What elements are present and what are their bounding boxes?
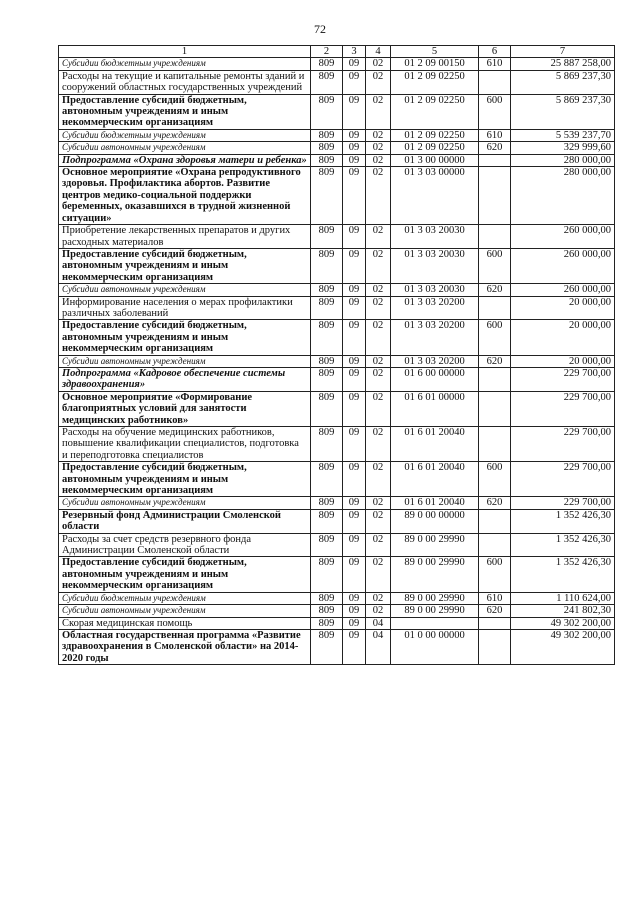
subsection-code-cell: 02: [366, 142, 391, 154]
amount-cell: 5 869 237,30: [511, 70, 615, 94]
target-article-cell: 01 3 03 20030: [391, 248, 479, 283]
table-row: [59, 355, 615, 367]
target-article-cell: 01 6 01 20040: [391, 497, 479, 509]
column-header: 4: [366, 46, 391, 58]
target-article-cell: 89 0 00 00000: [391, 509, 479, 533]
agency-code-cell: 809: [311, 225, 343, 249]
amount-cell: 229 700,00: [511, 427, 615, 462]
section-code-cell: 09: [343, 225, 366, 249]
target-article-cell: 01 2 09 02250: [391, 142, 479, 154]
expenditure-type-cell: 620: [479, 142, 511, 154]
amount-cell: 1 110 624,00: [511, 592, 615, 604]
section-code-cell: 09: [343, 167, 366, 225]
subsection-code-cell: 02: [366, 355, 391, 367]
amount-cell: 280 000,00: [511, 167, 615, 225]
subsection-code-cell: 02: [366, 605, 391, 617]
row-name-cell: Основное мероприятие «Охрана репродуктивного здоровья. Профилактика абортов. Развитие центров медико-социальной поддержки беременных, оказавшихся в трудной жизненной ситуации»: [59, 167, 311, 225]
target-article-cell: 01 2 09 02250: [391, 94, 479, 129]
row-name-cell: Субсидии автономным учреждениям: [59, 284, 311, 296]
amount-cell: 20 000,00: [511, 355, 615, 367]
target-article-cell: 01 3 03 00000: [391, 167, 479, 225]
amount-cell: 49 302 200,00: [511, 617, 615, 629]
subsection-code-cell: 02: [366, 533, 391, 557]
row-name-cell: Субсидии автономным учреждениям: [59, 497, 311, 509]
agency-code-cell: 809: [311, 617, 343, 629]
section-code-cell: 09: [343, 320, 366, 355]
budget-table: [58, 45, 615, 665]
table-row: [59, 248, 615, 283]
table-header-row: [59, 46, 615, 58]
table-row: [59, 557, 615, 592]
row-name-cell: Приобретение лекарственных препаратов и других расходных материалов: [59, 225, 311, 249]
agency-code-cell: 809: [311, 629, 343, 664]
expenditure-type-cell: [479, 427, 511, 462]
amount-cell: 49 302 200,00: [511, 629, 615, 664]
table-row: [59, 225, 615, 249]
table-row: [59, 70, 615, 94]
table-body: [59, 58, 615, 665]
row-name-cell: Субсидии автономным учреждениям: [59, 605, 311, 617]
subsection-code-cell: 02: [366, 284, 391, 296]
target-article-cell: 01 6 01 20040: [391, 427, 479, 462]
target-article-cell: 01 0 00 00000: [391, 629, 479, 664]
expenditure-type-cell: [479, 391, 511, 426]
table-row: [59, 94, 615, 129]
target-article-cell: 01 6 00 00000: [391, 367, 479, 391]
subsection-code-cell: 02: [366, 320, 391, 355]
subsection-code-cell: 02: [366, 296, 391, 320]
row-name-cell: Субсидии бюджетным учреждениям: [59, 592, 311, 604]
amount-cell: 229 700,00: [511, 462, 615, 497]
row-name-cell: Субсидии автономным учреждениям: [59, 142, 311, 154]
table-row: [59, 142, 615, 154]
target-article-cell: 01 3 03 20030: [391, 225, 479, 249]
table-row: [59, 391, 615, 426]
amount-cell: 241 802,30: [511, 605, 615, 617]
subsection-code-cell: 02: [366, 509, 391, 533]
column-header: 2: [311, 46, 343, 58]
amount-cell: 25 887 258,00: [511, 58, 615, 70]
subsection-code-cell: 02: [366, 58, 391, 70]
table-row: [59, 592, 615, 604]
section-code-cell: 09: [343, 94, 366, 129]
row-name-cell: Расходы на текущие и капитальные ремонты зданий и сооружений областных государственных учреждений: [59, 70, 311, 94]
table-row: [59, 462, 615, 497]
agency-code-cell: 809: [311, 509, 343, 533]
column-header: 6: [479, 46, 511, 58]
target-article-cell: 01 3 03 20030: [391, 284, 479, 296]
target-article-cell: 01 3 00 00000: [391, 154, 479, 166]
subsection-code-cell: 02: [366, 225, 391, 249]
row-name-cell: Областная государственная программа «Развитие здравоохранения в Смоленской области» на 2014-2020 годы: [59, 629, 311, 664]
expenditure-type-cell: [479, 509, 511, 533]
row-name-cell: Подпрограмма «Кадровое обеспечение системы здравоохранения»: [59, 367, 311, 391]
amount-cell: 1 352 426,30: [511, 557, 615, 592]
table-row: [59, 154, 615, 166]
target-article-cell: 01 2 09 02250: [391, 129, 479, 141]
row-name-cell: Предоставление субсидий бюджетным, автономным учреждениям и иным некоммерческим организациям: [59, 462, 311, 497]
row-name-cell: Подпрограмма «Охрана здоровья матери и ребенка»: [59, 154, 311, 166]
expenditure-type-cell: 600: [479, 94, 511, 129]
amount-cell: 20 000,00: [511, 320, 615, 355]
agency-code-cell: 809: [311, 129, 343, 141]
subsection-code-cell: 02: [366, 248, 391, 283]
section-code-cell: 09: [343, 154, 366, 166]
target-article-cell: 01 2 09 02250: [391, 70, 479, 94]
agency-code-cell: 809: [311, 296, 343, 320]
agency-code-cell: 809: [311, 320, 343, 355]
section-code-cell: 09: [343, 533, 366, 557]
target-article-cell: 89 0 00 29990: [391, 557, 479, 592]
section-code-cell: 09: [343, 355, 366, 367]
table-row: [59, 617, 615, 629]
expenditure-type-cell: [479, 225, 511, 249]
table-row: [59, 167, 615, 225]
section-code-cell: 09: [343, 296, 366, 320]
expenditure-type-cell: 610: [479, 58, 511, 70]
expenditure-type-cell: 600: [479, 462, 511, 497]
section-code-cell: 09: [343, 629, 366, 664]
target-article-cell: 89 0 00 29990: [391, 605, 479, 617]
table-row: [59, 296, 615, 320]
table-row: [59, 320, 615, 355]
table-row: [59, 129, 615, 141]
section-code-cell: 09: [343, 557, 366, 592]
row-name-cell: Резервный фонд Администрации Смоленской области: [59, 509, 311, 533]
subsection-code-cell: 02: [366, 154, 391, 166]
target-article-cell: 89 0 00 29990: [391, 592, 479, 604]
subsection-code-cell: 02: [366, 167, 391, 225]
expenditure-type-cell: 600: [479, 320, 511, 355]
agency-code-cell: 809: [311, 557, 343, 592]
agency-code-cell: 809: [311, 605, 343, 617]
table-row: [59, 629, 615, 664]
table-row: [59, 367, 615, 391]
expenditure-type-cell: 610: [479, 592, 511, 604]
amount-cell: 280 000,00: [511, 154, 615, 166]
amount-cell: 1 352 426,30: [511, 533, 615, 557]
amount-cell: 329 999,60: [511, 142, 615, 154]
amount-cell: 20 000,00: [511, 296, 615, 320]
section-code-cell: 09: [343, 284, 366, 296]
agency-code-cell: 809: [311, 142, 343, 154]
amount-cell: 260 000,00: [511, 225, 615, 249]
subsection-code-cell: 02: [366, 427, 391, 462]
agency-code-cell: 809: [311, 167, 343, 225]
amount-cell: 1 352 426,30: [511, 509, 615, 533]
agency-code-cell: 809: [311, 367, 343, 391]
section-code-cell: 09: [343, 129, 366, 141]
subsection-code-cell: 02: [366, 391, 391, 426]
subsection-code-cell: 02: [366, 94, 391, 129]
expenditure-type-cell: 600: [479, 248, 511, 283]
page-number: 72: [314, 22, 326, 36]
target-article-cell: 01 3 03 20200: [391, 320, 479, 355]
agency-code-cell: 809: [311, 355, 343, 367]
subsection-code-cell: 04: [366, 617, 391, 629]
column-header: 5: [391, 46, 479, 58]
row-name-cell: Основное мероприятие «Формирование благоприятных условий для занятости медицинских работников»: [59, 391, 311, 426]
section-code-cell: 09: [343, 617, 366, 629]
section-code-cell: 09: [343, 70, 366, 94]
amount-cell: 260 000,00: [511, 248, 615, 283]
row-name-cell: Субсидии бюджетным учреждениям: [59, 58, 311, 70]
target-article-cell: [391, 617, 479, 629]
subsection-code-cell: 02: [366, 367, 391, 391]
amount-cell: 229 700,00: [511, 497, 615, 509]
expenditure-type-cell: 610: [479, 129, 511, 141]
row-name-cell: Предоставление субсидий бюджетным, автономным учреждениям и иным некоммерческим организациям: [59, 320, 311, 355]
target-article-cell: 01 2 09 00150: [391, 58, 479, 70]
table-row: [59, 427, 615, 462]
section-code-cell: 09: [343, 592, 366, 604]
target-article-cell: 01 3 03 20200: [391, 296, 479, 320]
amount-cell: 5 869 237,30: [511, 94, 615, 129]
table-row: [59, 497, 615, 509]
row-name-cell: Предоставление субсидий бюджетным, автономным учреждениям и иным некоммерческим организациям: [59, 557, 311, 592]
expenditure-type-cell: 620: [479, 497, 511, 509]
row-name-cell: Субсидии автономным учреждениям: [59, 355, 311, 367]
row-name-cell: Предоставление субсидий бюджетным, автономным учреждениям и иным некоммерческим организациям: [59, 248, 311, 283]
agency-code-cell: 809: [311, 427, 343, 462]
row-name-cell: Скорая медицинская помощь: [59, 617, 311, 629]
agency-code-cell: 809: [311, 154, 343, 166]
agency-code-cell: 809: [311, 94, 343, 129]
column-header: 1: [59, 46, 311, 58]
expenditure-type-cell: [479, 533, 511, 557]
expenditure-type-cell: [479, 617, 511, 629]
expenditure-type-cell: [479, 70, 511, 94]
agency-code-cell: 809: [311, 462, 343, 497]
section-code-cell: 09: [343, 367, 366, 391]
table-row: [59, 58, 615, 70]
section-code-cell: 09: [343, 391, 366, 426]
subsection-code-cell: 02: [366, 557, 391, 592]
expenditure-type-cell: [479, 167, 511, 225]
expenditure-type-cell: 600: [479, 557, 511, 592]
expenditure-type-cell: [479, 154, 511, 166]
expenditure-type-cell: 620: [479, 284, 511, 296]
row-name-cell: Субсидии бюджетным учреждениям: [59, 129, 311, 141]
amount-cell: 229 700,00: [511, 391, 615, 426]
expenditure-type-cell: 620: [479, 355, 511, 367]
row-name-cell: Информирование населения о мерах профилактики различных заболеваний: [59, 296, 311, 320]
expenditure-type-cell: [479, 296, 511, 320]
subsection-code-cell: 02: [366, 129, 391, 141]
agency-code-cell: 809: [311, 592, 343, 604]
agency-code-cell: 809: [311, 533, 343, 557]
section-code-cell: 09: [343, 509, 366, 533]
agency-code-cell: 809: [311, 284, 343, 296]
expenditure-type-cell: [479, 367, 511, 391]
column-header: 7: [511, 46, 615, 58]
column-header: 3: [343, 46, 366, 58]
row-name-cell: Расходы на обучение медицинских работников, повышение квалификации специалистов, подготовка и переподготовка специалистов: [59, 427, 311, 462]
target-article-cell: 89 0 00 29990: [391, 533, 479, 557]
subsection-code-cell: 02: [366, 462, 391, 497]
target-article-cell: 01 6 01 20040: [391, 462, 479, 497]
target-article-cell: 01 3 03 20200: [391, 355, 479, 367]
table-row: [59, 605, 615, 617]
table-row: [59, 509, 615, 533]
row-name-cell: Расходы за счет средств резервного фонда Администрации Смоленской области: [59, 533, 311, 557]
expenditure-type-cell: [479, 629, 511, 664]
section-code-cell: 09: [343, 58, 366, 70]
amount-cell: 260 000,00: [511, 284, 615, 296]
agency-code-cell: 809: [311, 497, 343, 509]
table-row: [59, 533, 615, 557]
subsection-code-cell: 02: [366, 497, 391, 509]
section-code-cell: 09: [343, 497, 366, 509]
expenditure-type-cell: 620: [479, 605, 511, 617]
row-name-cell: Предоставление субсидий бюджетным, автономным учреждениям и иным некоммерческим организациям: [59, 94, 311, 129]
section-code-cell: 09: [343, 142, 366, 154]
amount-cell: 229 700,00: [511, 367, 615, 391]
section-code-cell: 09: [343, 427, 366, 462]
agency-code-cell: 809: [311, 391, 343, 426]
agency-code-cell: 809: [311, 248, 343, 283]
subsection-code-cell: 02: [366, 592, 391, 604]
agency-code-cell: 809: [311, 58, 343, 70]
section-code-cell: 09: [343, 248, 366, 283]
table-row: [59, 284, 615, 296]
agency-code-cell: 809: [311, 70, 343, 94]
section-code-cell: 09: [343, 605, 366, 617]
subsection-code-cell: 02: [366, 70, 391, 94]
target-article-cell: 01 6 01 00000: [391, 391, 479, 426]
section-code-cell: 09: [343, 462, 366, 497]
amount-cell: 5 539 237,70: [511, 129, 615, 141]
subsection-code-cell: 04: [366, 629, 391, 664]
